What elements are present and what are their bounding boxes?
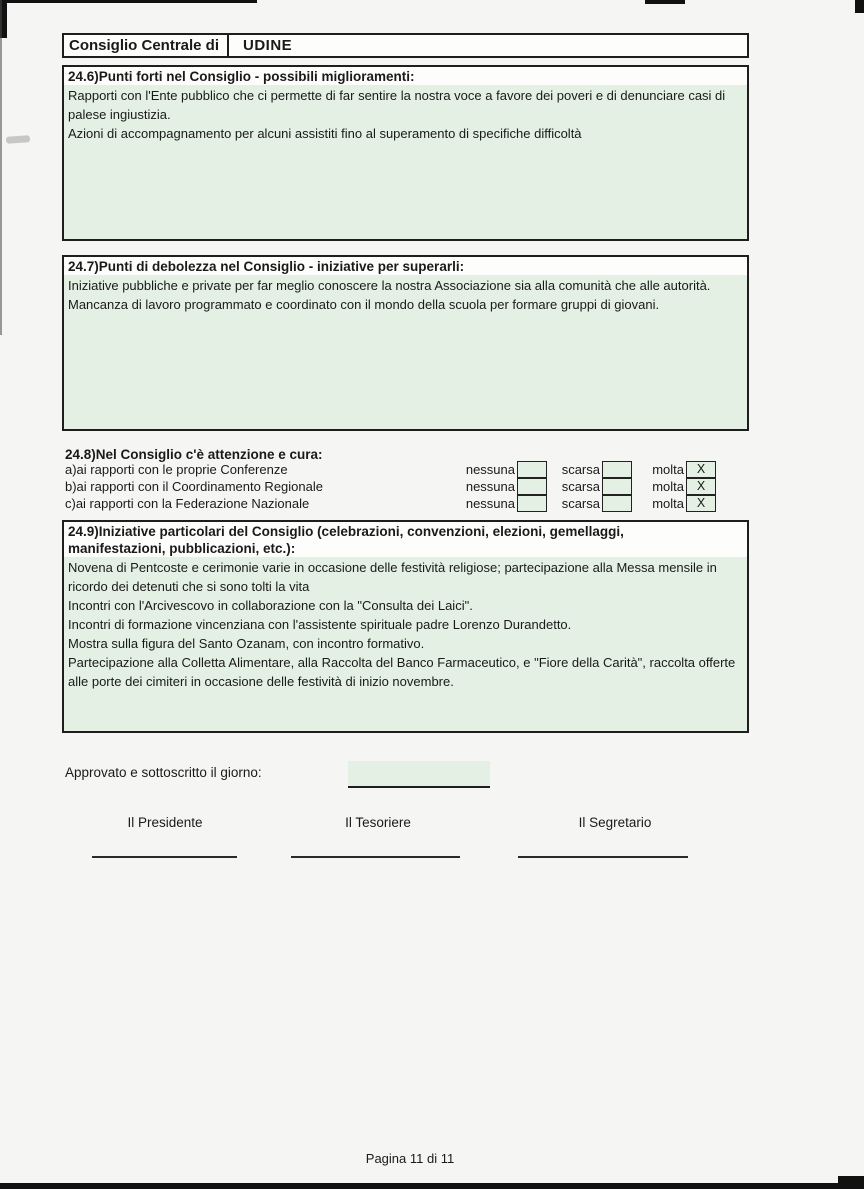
answer-paragraph: Novena di Pentcoste e cerimonie varie in occasione delle festività religiose; partecipazione alla Messa mensile in ricordo dei detenuti che si sono tolti la vita [68, 560, 717, 594]
section-24-7 [62, 255, 749, 431]
section-24-6 [62, 65, 749, 241]
section-24-9-title-line1: 24.9)Iniziative particolari del Consiglio (celebrazioni, convenzioni, elezioni, gemellaggi, [68, 524, 624, 539]
section-24-8-title: 24.8)Nel Consiglio c'è attenzione e cura: [65, 447, 323, 462]
section-24-6-answer-field[interactable] [64, 85, 747, 239]
section-24-6-title: 24.6)Punti forti nel Consiglio - possibili miglioramenti: [64, 67, 747, 85]
checkbox-scarsa-a[interactable] [602, 461, 632, 478]
scan-edge-top-left-line [0, 0, 257, 3]
scan-edge-bottom-right-corner [838, 1176, 864, 1189]
answer-paragraph: Mostra sulla figura del Santo Ozanam, con incontro formativo. [68, 636, 425, 651]
answer-paragraph: Iniziative pubbliche e private per far meglio conoscere la nostra Associazione sia alla comunità che alle autorità. [68, 278, 711, 293]
rating-row-label: c)ai rapporti con la Federazione Nazionale [65, 496, 310, 511]
header-label: Consiglio Centrale di [64, 35, 229, 56]
section-24-9-title-line2: manifestazioni, pubblicazioni, etc.): [68, 541, 296, 556]
scan-edge-top-right-corner [855, 0, 864, 13]
checkbox-nessuna-a[interactable] [517, 461, 547, 478]
option-label-scarsa: scarsa [561, 479, 600, 494]
signature-line-treasurer[interactable] [291, 856, 460, 858]
scan-edge-left-line [0, 0, 2, 335]
checkbox-nessuna-b[interactable] [517, 478, 547, 495]
rating-row-label: a)ai rapporti con le proprie Conferenze [65, 462, 288, 477]
scan-edge-bottom-strip [0, 1183, 864, 1189]
option-label-molta: molta [652, 479, 684, 494]
form-header [62, 33, 749, 58]
section-24-9-title [64, 522, 747, 557]
answer-paragraph: Rapporti con l'Ente pubblico che ci permette di far sentire la nostra voce a favore dei poveri e di denunciare casi di palese ingiustizia. [68, 88, 726, 122]
signature-line-president[interactable] [92, 856, 237, 858]
scan-smudge [6, 135, 30, 144]
checkbox-molta-a[interactable]: X [686, 461, 716, 478]
answer-paragraph: Azioni di accompagnamento per alcuni assistiti fino al superamento di specifiche difficoltà [68, 126, 582, 141]
checkbox-nessuna-c[interactable] [517, 495, 547, 512]
option-label-molta: molta [652, 462, 684, 477]
answer-paragraph: Mancanza di lavoro programmato e coordinato con il mondo della scuola per formare gruppi di giovani. [68, 297, 660, 312]
answer-paragraph: Incontri con l'Arcivescovo in collaborazione con la "Consulta dei Laici". [68, 598, 473, 613]
approval-date-field[interactable] [348, 761, 490, 788]
signature-role-secretary: Il Segretario [578, 815, 652, 830]
header-value-council-name[interactable]: UDINE [243, 37, 293, 54]
section-24-7-answer-field[interactable] [64, 275, 747, 429]
checkbox-molta-b[interactable]: X [686, 478, 716, 495]
option-label-nessuna: nessuna [465, 462, 515, 477]
rating-row-label: b)ai rapporti con il Coordinamento Regionale [65, 479, 323, 494]
rating-row-b [65, 478, 725, 495]
approval-label: Approvato e sottoscritto il giorno: [65, 765, 262, 780]
section-24-9 [62, 520, 749, 733]
answer-paragraph: Partecipazione alla Colletta Alimentare, alla Raccolta del Banco Farmaceutico, e "Fiore della Carità", raccolta offerte alle porte dei cimiteri in occasione delle festività di inizio novembre. [68, 655, 736, 689]
option-label-molta: molta [652, 496, 684, 511]
section-24-9-answer-field[interactable] [64, 557, 747, 731]
rating-row-a [65, 461, 725, 478]
checkbox-scarsa-c[interactable] [602, 495, 632, 512]
option-label-nessuna: nessuna [465, 496, 515, 511]
page-number: Pagina 11 di 11 [365, 1151, 455, 1166]
checkbox-molta-c[interactable]: X [686, 495, 716, 512]
signature-role-treasurer: Il Tesoriere [345, 815, 411, 830]
section-24-7-title: 24.7)Punti di debolezza nel Consiglio - iniziative per superarli: [64, 257, 747, 275]
rating-row-c [65, 495, 725, 512]
option-label-scarsa: scarsa [561, 462, 600, 477]
answer-paragraph: Incontri di formazione vincenziana con l'assistente spirituale padre Lorenzo Durandetto. [68, 617, 572, 632]
signature-line-secretary[interactable] [518, 856, 688, 858]
option-label-nessuna: nessuna [465, 479, 515, 494]
signature-role-president: Il Presidente [127, 815, 203, 830]
checkbox-scarsa-b[interactable] [602, 478, 632, 495]
option-label-scarsa: scarsa [561, 496, 600, 511]
scan-edge-top-patch [645, 0, 685, 4]
